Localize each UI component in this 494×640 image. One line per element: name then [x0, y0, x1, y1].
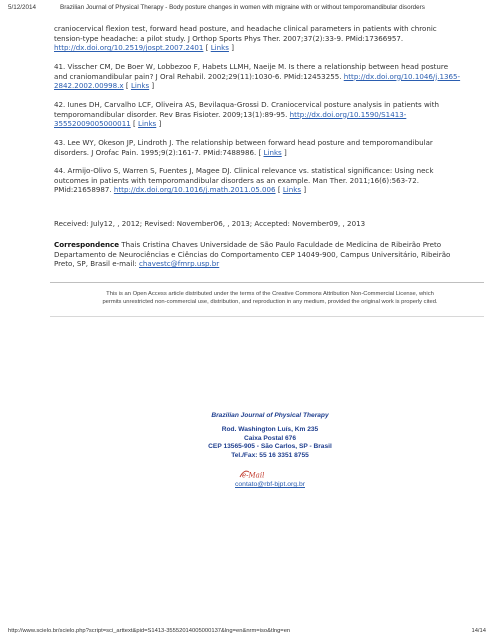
- ref-line: outcomes in patients with temporomandibular disorders as an example. Man Ther. 2011;16(6):563-72.: [54, 175, 419, 185]
- doi-link-cont[interactable]: 2842.2002.00998.x: [54, 81, 124, 91]
- reference-43: 43. Lee WY, Okeson JP, Lindroth J. The relationship between forward head posture and temporomandibular disorders. J Orofac Pain. 1995;9(2):161-7. PMid:7488986. [ Links ]: [54, 138, 486, 157]
- ref-line: 43. Lee WY, Okeson JP, Lindroth J. The relationship between forward head posture and temporomandibular: [54, 138, 433, 147]
- correspondence-block: [54, 240, 486, 269]
- ref-line: PMid:21658987.: [54, 185, 112, 195]
- ref-line: disorders. J Orofac Pain. 1995;9(2):161-7. PMid:7488986.: [54, 147, 257, 157]
- ref-line: 41. Visscher CM, De Boer W, Lobbezoo F, Habets LLMH, Naeije M. Is there a relationship between head posture: [54, 62, 449, 71]
- address-line: CEP 13565-905 - São Carlos, SP - Brasil: [208, 443, 332, 451]
- license-line: This is an Open Access article distributed under the terms of the Creative Commons Attribution Non-Commercial License, which: [106, 291, 434, 297]
- license-notice: [54, 290, 486, 306]
- correspondence-line: Preto, SP, Brasil e-mail:: [54, 259, 139, 269]
- ref-line: temporomandibular disorder. Rev Bras Fisioter. 2009;13(1):89-95.: [54, 109, 288, 119]
- reference-40: craniocervical flexion test, forward head posture, and headache clinical parameters in patients with chronic tension-type headache: a pilot study. J Orthop Sports Phys Ther. 2007;37(2):33-9. PMid:17366957. http://dx.doi.org/10.2519/jospt.2007.2401 [ Links ]: [54, 24, 486, 53]
- email-logo-icon: [238, 468, 264, 479]
- print-date: 5/12/2014: [8, 4, 37, 11]
- links-button[interactable]: Links: [263, 147, 282, 157]
- print-url: http://www.scielo.br/scielo.php?script=sci_arttext&pid=S1413-35552014005000137&lng=en&nrm=iso&tlng=en: [8, 628, 291, 634]
- svg-text:e-Mail: e-Mail: [242, 471, 264, 479]
- doi-link[interactable]: http://dx.doi.org/10.2519/jospt.2007.2401: [54, 43, 204, 53]
- address-line: Rod. Washington Luís, Km 235: [221, 426, 319, 434]
- correspondence-line: Thais Cristina Chaves Universidade de São Paulo Faculdade de Medicina de Ribeirão Preto: [121, 240, 442, 249]
- address-line: Tel./Fax: 55 16 3351 8755: [231, 451, 309, 459]
- reference-44: 44. Armijo-Olivo S, Warren S, Fuentes J, Magee DJ. Clinical relevance vs. statistical significance: Using neck outcomes in patients with temporomandibular disorders as an example. Man Ther. 2011;16(6):563-72. PMid:21658987. http://dx.doi.org/10.1016/j.math.2011.05.006 [ Links ]: [54, 166, 486, 195]
- reference-41: 41. Visscher CM, De Boer W, Lobbezoo F, Habets LLMH, Naeije M. Is there a relationship between head posture and craniomandibular pain? J Oral Rehabil. 2002;29(11):1030-6. PMid:12453255. http://dx.doi.org/10.1046/j.1365- 2842.2002.00998.x [ Links ]: [54, 62, 486, 91]
- correspondence-label: Correspondence: [54, 240, 120, 249]
- page-number: 14/14: [471, 628, 486, 634]
- doi-link[interactable]: http://dx.doi.org/10.1046/j.1365-: [343, 71, 461, 81]
- journal-name: Brazilian Journal of Physical Therapy: [211, 412, 329, 419]
- divider: [50, 282, 484, 283]
- ref-line: 42. Iunes DH, Carvalho LCF, Oliveira AS, Bevilaqua-Grossi D. Craniocervical posture analysis in patients with: [54, 100, 440, 109]
- links-button[interactable]: Links: [138, 119, 157, 129]
- journal-footer: [54, 412, 486, 460]
- links-button[interactable]: Links: [210, 43, 229, 53]
- correspondence-line: Departamento de Neurociências e Ciências do Comportamento CEP 14049-900, Campus Universitário, Ribeirão: [54, 249, 451, 259]
- print-header: [8, 4, 486, 14]
- doi-link-cont[interactable]: 35552009005000011: [54, 119, 131, 129]
- contact-email-link[interactable]: contato@rbf-bjpt.org.br: [235, 481, 305, 488]
- ref-line: and craniomandibular pain? J Oral Rehabil. 2002;29(11):1030-6. PMid:12453255.: [54, 71, 342, 81]
- reference-42: 42. Iunes DH, Carvalho LCF, Oliveira AS, Bevilaqua-Grossi D. Craniocervical posture analysis in patients with temporomandibular disorder. Rev Bras Fisioter. 2009;13(1):89-95. http://dx.doi.org/10.1590/S1413- 35552009005000011 [ Links ]: [54, 100, 486, 129]
- ref-line: 44. Armijo-Olivo S, Warren S, Fuentes J, Magee DJ. Clinical relevance vs. statistical significance: Using neck: [54, 166, 434, 175]
- links-button[interactable]: Links: [282, 185, 302, 195]
- doi-link[interactable]: http://dx.doi.org/10.1590/S1413-: [289, 109, 407, 119]
- divider: [50, 316, 484, 317]
- print-title: Brazilian Journal of Physical Therapy - Body posture changes in women with migraine with or without temporomandibular disorders: [60, 4, 425, 11]
- correspondence-email-link[interactable]: chavestc@fmrp.usp.br: [139, 259, 220, 269]
- license-line: permits unrestricted non-commercial use, distribution, and reproduction in any medium, provided the original work is properly cited.: [102, 299, 438, 305]
- received-dates: Received: July12, , 2012; Revised: November06, , 2013; Accepted: November09, , 2013: [54, 219, 366, 228]
- doi-link[interactable]: http://dx.doi.org/10.1016/j.math.2011.05.006: [113, 185, 276, 195]
- address-line: Caixa Postal 676: [243, 434, 297, 442]
- ref-line: craniocervical flexion test, forward head posture, and headache clinical parameters in patients with chronic: [54, 24, 437, 33]
- links-button[interactable]: Links: [130, 81, 150, 91]
- ref-line: tension-type headache: a pilot study. J Orthop Sports Phys Ther. 2007;37(2):33-9. PMid:17366957.: [54, 33, 404, 43]
